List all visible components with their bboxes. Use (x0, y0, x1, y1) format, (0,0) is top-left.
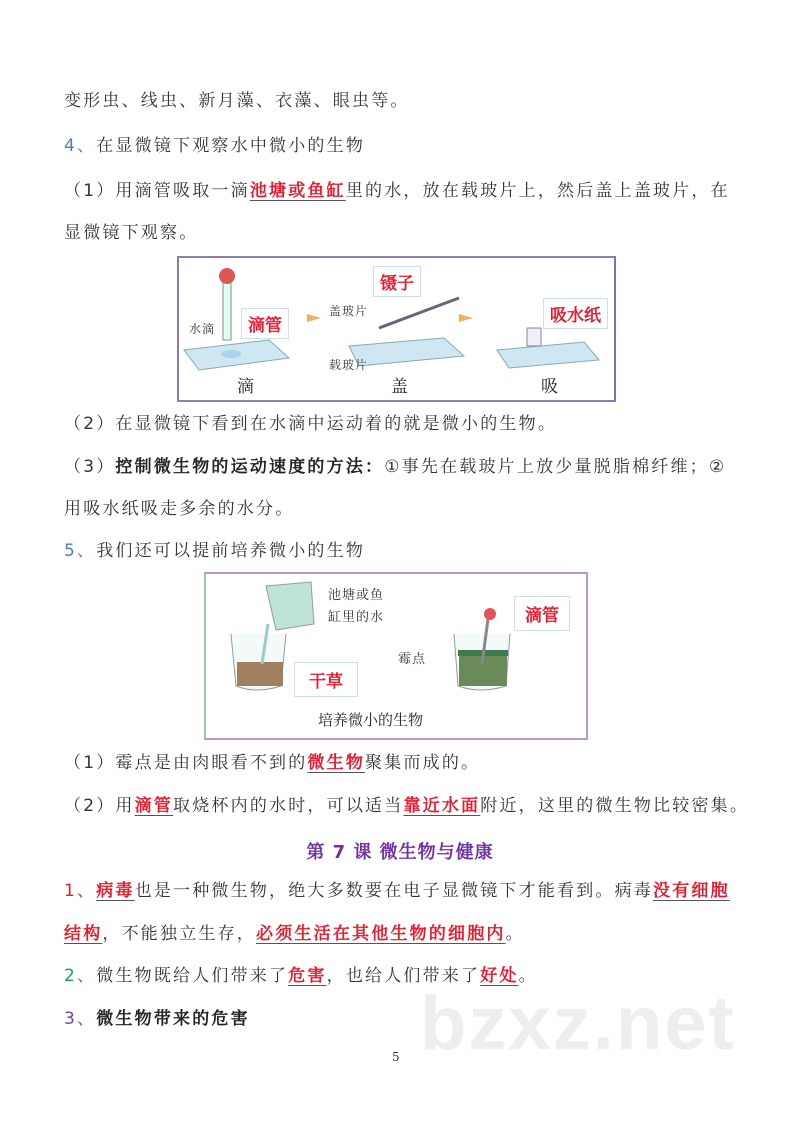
text-segment: 附近，这里的微生物比较密集。 (480, 796, 750, 816)
step-drip: 滴 (237, 377, 254, 397)
tweezers-label: 镊子 (373, 266, 421, 297)
text-segment: 。 (518, 966, 538, 986)
figure-culture (204, 572, 588, 740)
paragraph (64, 1008, 250, 1030)
text-segment: 显微镜下观察。 (64, 223, 199, 243)
step-absorb: 吸 (541, 377, 558, 397)
text-segment: 3、 (64, 1009, 97, 1029)
text-segment: 里的水，放在载玻片上，然后盖上盖玻片，在 (345, 181, 730, 201)
step-cover: 盖 (391, 377, 408, 397)
dropper-label-2: 滴管 (514, 596, 570, 631)
text-segment: （2）在显微镜下看到在水滴中运动着的就是微小的生物。 (64, 414, 558, 434)
paragraph (64, 540, 365, 562)
water-drop-label: 水滴 (189, 322, 216, 336)
key-term: 微生物 (307, 753, 366, 773)
dropper-label: 滴管 (241, 308, 289, 339)
text-segment: 在显微镜下观察水中微小的生物 (96, 136, 366, 156)
key-term: 危害 (288, 966, 327, 986)
section-title: 第 7 课 微生物与健康 (306, 842, 494, 863)
paragraph (64, 795, 749, 817)
watermark: bzxz.net (420, 981, 736, 1066)
text-segment: （3） (64, 457, 116, 477)
key-term: 病毒 (96, 881, 135, 901)
paragraph (64, 880, 730, 902)
text-segment: 变形虫、线虫、新月藻、衣藻、眼虫等。 (64, 91, 410, 111)
text-segment: （1）霉点是由肉眼看不到的 (64, 753, 308, 773)
key-term: 必须生活在其他生物的细胞内 (256, 924, 506, 944)
paragraph (64, 923, 525, 945)
cover-slip-label: 盖玻片 (329, 304, 369, 318)
key-term: 池塘或鱼缸 (249, 181, 346, 201)
text-segment: 1、 (64, 881, 97, 901)
text-segment: 聚集而成的。 (365, 753, 481, 773)
text-segment: 2、 (64, 966, 97, 986)
text-segment: 用吸水纸吸走多余的水分。 (64, 499, 295, 519)
key-term: 没有细胞 (653, 881, 730, 901)
paragraph (64, 498, 294, 520)
paragraph (64, 752, 480, 774)
key-term: 结构 (64, 924, 103, 944)
text-segment: 也是一种微生物，绝大多数要在电子显微镜下才能看到。病毒 (134, 881, 654, 901)
text-segment: ①事先在载玻片上放少量脱脂棉纤维；② (384, 457, 727, 477)
figure-slide-preparation (177, 256, 616, 402)
text-segment: ，不能独立生存， (102, 924, 257, 944)
paragraph (64, 90, 410, 112)
text-segment: （2）用 (64, 796, 135, 816)
text-segment: 5、 (64, 541, 97, 561)
paragraph (64, 222, 198, 244)
culture-caption: 培养微小的生物 (318, 711, 424, 729)
text-segment: 。 (505, 924, 525, 944)
text-segment: 我们还可以提前培养微小的生物 (96, 541, 366, 561)
paragraph (64, 180, 730, 202)
mold-spot-label: 霉点 (398, 652, 427, 667)
text-segment: 控制微生物的运动速度的方法： (115, 457, 385, 477)
page-number: 5 (392, 1050, 400, 1064)
key-term: 靠近水面 (403, 796, 481, 816)
text-segment: 取烧杯内的水时，可以适当 (173, 796, 404, 816)
text-segment: 4、 (64, 136, 97, 156)
text-segment: （1）用滴管吸取一滴 (64, 181, 250, 201)
text-segment: 微生物既给人们带来了 (96, 966, 289, 986)
paragraph (64, 135, 365, 157)
text-segment: 微生物带来的危害 (96, 1009, 250, 1029)
pond-water-label-1: 池塘或鱼 (328, 588, 385, 603)
text-segment: ，也给人们带来了 (326, 966, 481, 986)
paragraph (64, 413, 557, 435)
hay-label: 干草 (294, 662, 358, 697)
pond-water-label-2: 缸里的水 (328, 610, 385, 625)
absorbent-paper-label: 吸水纸 (543, 298, 608, 329)
key-term: 好处 (480, 966, 519, 986)
paragraph (64, 456, 726, 478)
slide-label: 载玻片 (329, 358, 369, 372)
key-term: 滴管 (134, 796, 174, 816)
